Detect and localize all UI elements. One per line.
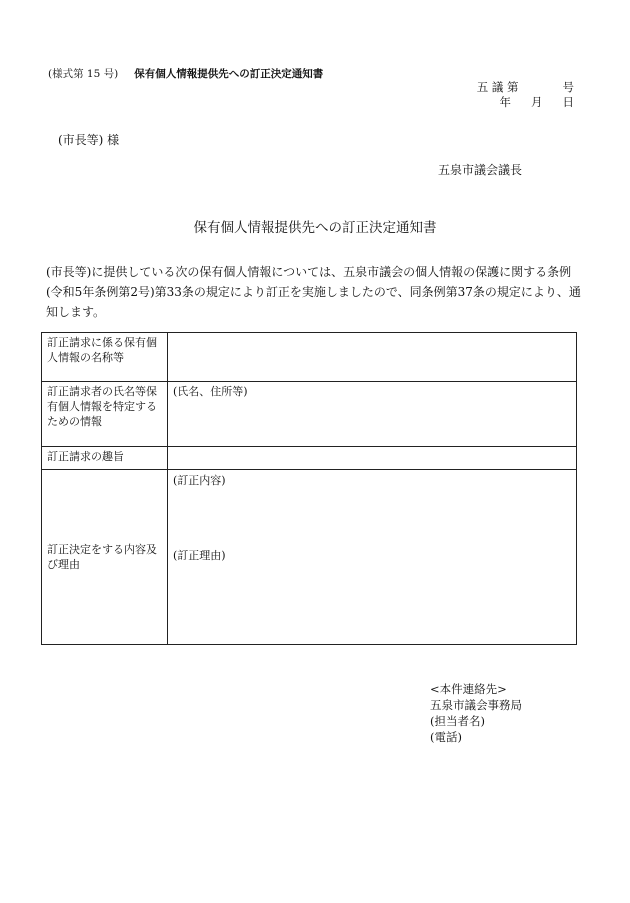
contact-heading: <本件連絡先>: [430, 682, 507, 696]
row-label-requester: 訂正請求者の氏名等保有個人情報を特定するための情報: [42, 382, 168, 447]
body-paragraph: (市長等)に提供している次の保有個人情報については、五泉市議会の個人情報の保護に関する条例(令和5年条例第2号)第33条の規定により訂正を実施しましたので、同条例第37条の規定により、通知します。: [46, 265, 581, 319]
date-month: 月: [531, 95, 543, 109]
contact-person: (担当者名): [430, 714, 485, 728]
row-label-target-info: 訂正請求に係る保有個人情報の名称等: [42, 333, 168, 382]
date-year: 年: [499, 95, 511, 109]
date-day: 日: [562, 95, 574, 109]
row-value-decision: [168, 470, 577, 645]
document-number-line: [477, 80, 574, 95]
contact-block: [430, 681, 522, 745]
row-value-purpose: [168, 447, 577, 470]
form-number-label: (様式第 15 号): [48, 68, 119, 80]
document-number-block: [477, 80, 574, 110]
row-value-target-info: [168, 333, 577, 382]
form-number-line: [48, 66, 323, 81]
information-table: [41, 332, 577, 645]
row-label-decision: 訂正決定をする内容及び理由: [42, 470, 168, 645]
correction-reason-note: (訂正理由): [173, 549, 226, 562]
sender: 五泉市議会議長: [438, 163, 523, 177]
date-line: [477, 95, 574, 110]
contact-office: 五泉市議会事務局: [430, 698, 522, 712]
table-row: [42, 333, 577, 382]
table-row: [42, 447, 577, 470]
addressee: (市長等) 様: [58, 133, 120, 147]
document-number-suffix: 号: [562, 80, 574, 94]
document-number-prefix: 五 議 第: [476, 80, 519, 94]
correction-content-note: (訂正内容): [173, 474, 226, 487]
form-header-title: 保有個人情報提供先への訂正決定通知書: [134, 68, 324, 80]
contact-phone: (電話): [430, 730, 462, 744]
document-title: 保有個人情報提供先への訂正決定通知書: [193, 220, 437, 236]
row-value-requester: (氏名、住所等): [168, 382, 577, 447]
table-row: [42, 470, 577, 645]
table-row: [42, 382, 577, 447]
row-label-purpose: 訂正請求の趣旨: [42, 447, 168, 470]
